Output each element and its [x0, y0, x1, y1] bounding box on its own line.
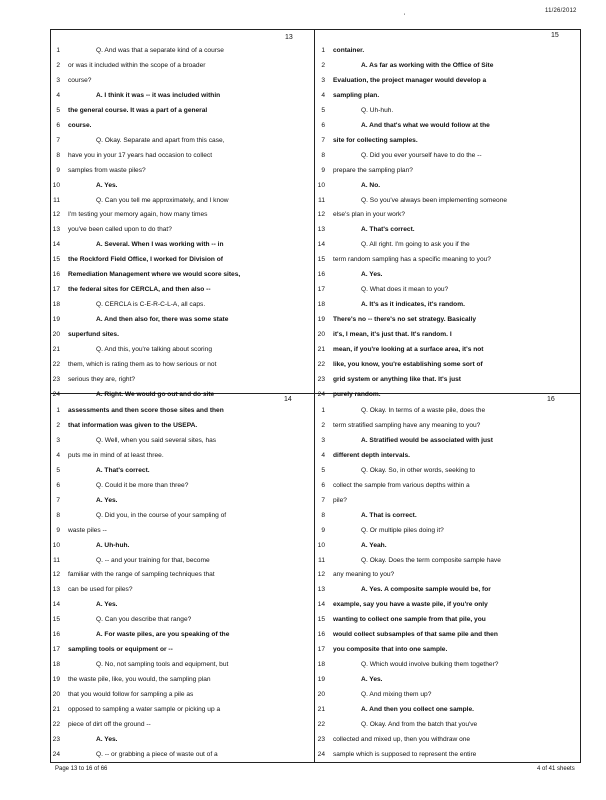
- line-text: A. That's correct.: [361, 226, 415, 234]
- transcript-line: [311, 524, 581, 538]
- transcript-line: [46, 373, 316, 387]
- line-number: 5: [321, 466, 325, 474]
- line-text: A. Right. We would go out and do site: [96, 390, 215, 398]
- line-text: A. And that's what we would follow at the: [361, 121, 490, 129]
- line-text: course.: [68, 121, 92, 129]
- line-number: 12: [317, 571, 325, 579]
- line-number: 7: [321, 496, 325, 504]
- line-text: A. That's correct.: [96, 466, 150, 474]
- transcript-line: [311, 479, 581, 493]
- line-text: or was it included within the scope of a broader: [68, 61, 206, 69]
- transcript-line: [46, 419, 316, 433]
- line-number: 7: [321, 136, 325, 144]
- line-text: A. Uh-huh.: [96, 541, 130, 549]
- transcript-line: [46, 688, 316, 702]
- transcript-line: [311, 688, 581, 702]
- line-text: Q. Well, when you said several sites, has: [96, 436, 217, 444]
- line-text: mean, if you're looking at a surface area, it's not: [333, 346, 484, 353]
- line-number: 13: [52, 586, 60, 594]
- line-text: can be used for piles?: [68, 586, 133, 594]
- line-number: 7: [56, 136, 60, 144]
- line-text: A. It's as it indicates, it's random.: [361, 301, 465, 309]
- line-text: Q. And mixing them up?: [361, 691, 432, 699]
- line-number: 9: [56, 526, 60, 534]
- line-number: 9: [321, 526, 325, 534]
- line-number: 1: [56, 407, 60, 414]
- line-number: 11: [53, 196, 60, 204]
- transcript-line: [46, 343, 316, 357]
- line-number: 2: [56, 421, 60, 429]
- line-number: 19: [52, 316, 60, 324]
- line-number: 20: [317, 691, 325, 699]
- line-text: different depth intervals.: [333, 451, 410, 459]
- transcript-line: [46, 613, 316, 627]
- transcript-line: [46, 268, 316, 282]
- transcript-line: [46, 238, 316, 252]
- transcript-line: [46, 434, 316, 448]
- transcript-line: [311, 703, 581, 717]
- line-number: 18: [317, 661, 325, 669]
- line-number: 5: [321, 106, 325, 114]
- page-number-15: 15: [551, 32, 559, 39]
- line-text: the federal sites for CERCLA, and then also --: [68, 286, 211, 294]
- line-number: 4: [321, 91, 325, 99]
- line-number: 10: [52, 181, 60, 189]
- transcript-line: [46, 718, 316, 732]
- line-text: A. For waste piles, are you speaking of the: [96, 631, 230, 639]
- line-text: it's, I mean, it's just that. It's random. I: [333, 331, 452, 339]
- line-number: 16: [317, 631, 325, 639]
- line-text: purely random.: [333, 390, 381, 398]
- line-text: Q. And this, you're talking about scoring: [96, 346, 212, 353]
- line-text: wanting to collect one sample from that pile, you: [333, 616, 486, 624]
- line-text: you've been called upon to do that?: [68, 226, 172, 234]
- line-number: 20: [52, 691, 60, 699]
- line-number: 16: [317, 271, 325, 279]
- transcript-date: 11/26/2012: [545, 8, 577, 14]
- line-text: Q. Could it be more than three?: [96, 481, 189, 489]
- line-number: 12: [52, 571, 60, 579]
- transcript-line: [311, 223, 581, 237]
- line-text: samples from waste piles?: [68, 166, 146, 174]
- transcript-line: [46, 479, 316, 493]
- line-text: A. And then also for, there was some state: [96, 316, 229, 324]
- line-number: 23: [317, 375, 325, 383]
- line-text: Q. Okay. Separate and apart from this case,: [96, 136, 225, 144]
- line-number: 4: [321, 451, 325, 459]
- line-number: 17: [317, 286, 325, 294]
- line-number: 14: [317, 601, 325, 609]
- transcript-line: [311, 298, 581, 312]
- transcript-line: [311, 404, 581, 418]
- line-number: 15: [317, 616, 325, 624]
- line-number: 22: [317, 360, 325, 368]
- transcript-line: [311, 119, 581, 133]
- line-text: term random sampling has a specific meaning to you?: [333, 256, 491, 264]
- page-number-16: 16: [547, 396, 555, 403]
- transcript-line: [46, 104, 316, 118]
- transcript-line: [311, 583, 581, 597]
- line-number: 23: [52, 375, 60, 383]
- transcript-line: [46, 539, 316, 553]
- line-number: 2: [321, 421, 325, 429]
- line-number: 24: [52, 390, 60, 398]
- transcript-line: [311, 539, 581, 553]
- line-number: 19: [317, 316, 325, 324]
- transcript-line: [311, 149, 581, 163]
- transcript-line: [46, 59, 316, 73]
- line-text: Q. No, not sampling tools and equipment, but: [96, 661, 229, 669]
- transcript-line: [311, 268, 581, 282]
- line-text: Q. -- and your training for that, become: [96, 556, 210, 564]
- line-text: Remediation Management where we would score sites,: [68, 271, 241, 279]
- line-number: 20: [52, 331, 60, 339]
- line-number: 3: [321, 76, 325, 84]
- transcript-line: [311, 494, 581, 508]
- line-number: 14: [317, 241, 325, 249]
- transcript-line: [311, 89, 581, 103]
- line-text: Q. All right. I'm going to ask you if the: [361, 241, 470, 249]
- line-number: 8: [56, 511, 60, 519]
- transcript-line: [311, 598, 581, 612]
- transcript-line: [46, 134, 316, 148]
- line-text: Q. Okay. And from the batch that you've: [361, 720, 478, 728]
- transcript-line: [311, 464, 581, 478]
- line-text: Q. Did you, in the course of your sampling of: [96, 511, 227, 519]
- transcript-line: [311, 358, 581, 372]
- footer-page-range: Page 13 to 16 of 66: [55, 766, 108, 772]
- transcript-line: [46, 208, 316, 222]
- transcript-line: [46, 223, 316, 237]
- transcript-line: [311, 104, 581, 118]
- line-number: 10: [317, 181, 325, 189]
- line-number: 5: [56, 106, 60, 114]
- line-text: A. Yes.: [96, 601, 118, 609]
- transcript-line: [311, 568, 581, 582]
- line-number: 6: [56, 121, 60, 129]
- line-text: A. Yes.: [96, 735, 118, 743]
- transcript-line: [46, 703, 316, 717]
- line-text: sampling plan.: [333, 91, 380, 99]
- transcript-line: [311, 238, 581, 252]
- transcript-line: [46, 568, 316, 582]
- transcript-line: [311, 373, 581, 387]
- line-number: 21: [317, 346, 325, 353]
- line-text: else's plan in your work?: [333, 211, 405, 219]
- line-text: assessments and then score those sites and then: [68, 407, 224, 414]
- line-text: A. Yes.: [361, 271, 383, 279]
- line-text: Q. Can you tell me approximately, and I know: [96, 196, 229, 204]
- line-number: 18: [317, 301, 325, 309]
- line-text: A. No.: [361, 181, 381, 189]
- transcript-line: [46, 74, 316, 88]
- transcript-line: [311, 628, 581, 642]
- line-number: 23: [52, 735, 60, 743]
- line-number: 1: [56, 47, 60, 54]
- transcript-line: [311, 179, 581, 193]
- line-text: A. And then you collect one sample.: [361, 706, 474, 713]
- line-text: Evaluation, the project manager would develop a: [333, 76, 487, 84]
- transcript-line: [46, 509, 316, 523]
- line-number: 1: [321, 407, 325, 414]
- line-text: A. I think it was -- it was included within: [96, 91, 221, 99]
- transcript-line: [46, 283, 316, 297]
- transcript-line: [311, 208, 581, 222]
- line-text: sampling tools or equipment or --: [68, 646, 173, 654]
- line-text: that you would follow for sampling a pile as: [68, 691, 194, 699]
- line-text: Q. Can you describe that range?: [96, 616, 192, 624]
- line-number: 9: [56, 166, 60, 174]
- line-number: 11: [318, 196, 325, 204]
- line-number: 22: [317, 720, 325, 728]
- transcript-line: [311, 253, 581, 267]
- line-text: would collect subsamples of that same pile and then: [333, 631, 498, 639]
- line-text: waste piles --: [68, 526, 107, 534]
- line-text: Q. Which would involve bulking them together?: [361, 661, 499, 669]
- transcript-line: [311, 733, 581, 747]
- line-number: 22: [52, 360, 60, 368]
- line-number: 23: [317, 735, 325, 743]
- line-text: Q. And was that a separate kind of a course: [96, 47, 224, 54]
- line-text: any meaning to you?: [333, 571, 395, 579]
- line-text: prepare the sampling plan?: [333, 166, 413, 174]
- line-text: piece of dirt off the ground --: [68, 720, 151, 728]
- scan-mark: ': [404, 14, 406, 20]
- line-number: 19: [52, 676, 60, 684]
- line-text: A. Yes.: [96, 181, 118, 189]
- transcript-line: [46, 388, 316, 402]
- line-text: course?: [68, 76, 92, 84]
- line-number: 1: [321, 47, 325, 54]
- page-number-14: 14: [284, 396, 292, 403]
- line-number: 18: [52, 301, 60, 309]
- line-text: Q. Okay. In terms of a waste pile, does the: [361, 407, 486, 414]
- line-number: 4: [56, 451, 60, 459]
- line-text: A. Yes.: [96, 496, 118, 504]
- line-number: 10: [52, 541, 60, 549]
- line-text: term stratified sampling have any meaning to you?: [333, 421, 481, 429]
- transcript-line: [311, 343, 581, 357]
- line-text: pile?: [333, 496, 347, 504]
- transcript-line: [311, 419, 581, 433]
- line-number: 3: [56, 436, 60, 444]
- line-text: you composite that into one sample.: [333, 646, 448, 654]
- line-number: 24: [317, 750, 325, 758]
- line-text: collect the sample from various depths within a: [333, 481, 470, 489]
- line-text: example, say you have a waste pile, if you're only: [333, 601, 488, 609]
- transcript-line: [311, 388, 581, 402]
- line-number: 3: [56, 76, 60, 84]
- transcript-line: [311, 134, 581, 148]
- transcript-line: [311, 748, 581, 762]
- transcript-line: [46, 253, 316, 267]
- line-text: A. Yes.: [361, 676, 383, 684]
- line-number: 7: [56, 496, 60, 504]
- line-text: container.: [333, 47, 365, 54]
- line-number: 20: [317, 331, 325, 339]
- transcript-line: [46, 119, 316, 133]
- line-number: 4: [56, 91, 60, 99]
- line-text: A. Several. When I was working with -- in: [96, 241, 224, 249]
- transcript-line: [311, 673, 581, 687]
- transcript-line: [46, 673, 316, 687]
- line-text: superfund sites.: [68, 331, 119, 339]
- transcript-line: [46, 313, 316, 327]
- line-text: Q. CERCLA is C-E-R-C-L-A, all caps.: [96, 301, 206, 309]
- line-text: opposed to sampling a water sample or picking up a: [68, 706, 221, 713]
- transcript-line: [46, 643, 316, 657]
- transcript-line: [311, 44, 581, 58]
- line-number: 21: [317, 706, 325, 713]
- line-text: puts me in mind of at least three.: [68, 451, 164, 459]
- line-number: 13: [317, 586, 325, 594]
- transcript-line: [46, 194, 316, 208]
- line-text: Q. Did you ever yourself have to do the --: [361, 151, 482, 159]
- transcript-line: [46, 298, 316, 312]
- transcript-line: [311, 74, 581, 88]
- line-text: Q. Or multiple piles doing it?: [361, 526, 444, 534]
- line-text: the waste pile, like, you would, the sampling plan: [68, 676, 211, 684]
- line-number: 2: [56, 61, 60, 69]
- transcript-line: [311, 194, 581, 208]
- line-text: the general course. It was a part of a general: [68, 106, 208, 114]
- line-number: 24: [52, 750, 60, 758]
- line-number: 13: [317, 226, 325, 234]
- line-text: have you in your 17 years had occasion to collect: [68, 151, 213, 159]
- line-text: serious they are, right?: [68, 375, 136, 383]
- line-number: 19: [317, 676, 325, 684]
- transcript-line: [311, 164, 581, 178]
- line-number: 11: [318, 556, 325, 564]
- transcript-line: [311, 434, 581, 448]
- line-text: Q. Okay. Does the term composite sample have: [361, 556, 501, 564]
- transcript-line: [46, 44, 316, 58]
- line-number: 15: [317, 256, 325, 264]
- transcript-line: [311, 59, 581, 73]
- transcript-line: [46, 628, 316, 642]
- line-number: 13: [52, 226, 60, 234]
- line-number: 3: [321, 436, 325, 444]
- line-text: Q. Uh-huh.: [361, 106, 394, 114]
- transcript-line: [46, 494, 316, 508]
- transcript-line: [46, 583, 316, 597]
- line-number: 21: [52, 706, 60, 713]
- line-text: Q. So you've always been implementing someone: [361, 196, 508, 204]
- line-number: 6: [56, 481, 60, 489]
- transcript-line: [311, 554, 581, 568]
- line-number: 10: [317, 541, 325, 549]
- line-number: 18: [52, 661, 60, 669]
- line-number: 21: [52, 346, 60, 353]
- line-number: 8: [321, 151, 325, 159]
- transcript-line: [46, 89, 316, 103]
- line-number: 6: [321, 481, 325, 489]
- line-number: 11: [53, 556, 60, 564]
- line-text: A. As far as working with the Office of Site: [361, 61, 494, 69]
- line-text: Q. -- or grabbing a piece of waste out of a: [96, 750, 218, 758]
- line-number: 17: [52, 646, 60, 654]
- transcript-line: [311, 643, 581, 657]
- line-text: grid system or anything like that. It's just: [333, 375, 461, 383]
- line-text: the Rockford Field Office, I worked for Division of: [68, 256, 223, 264]
- line-number: 15: [52, 616, 60, 624]
- line-number: 6: [321, 121, 325, 129]
- transcript-line: [311, 328, 581, 342]
- line-text: familiar with the range of sampling techniques that: [68, 571, 215, 579]
- transcript-line: [311, 283, 581, 297]
- line-text: like, you know, you're establishing some sort of: [333, 360, 483, 368]
- line-number: 12: [52, 211, 60, 219]
- line-number: 5: [56, 466, 60, 474]
- line-number: 16: [52, 631, 60, 639]
- transcript-line: [311, 718, 581, 732]
- line-number: 16: [52, 271, 60, 279]
- line-text: A. Yeah.: [361, 541, 387, 549]
- transcript-line: [46, 179, 316, 193]
- line-number: 17: [317, 646, 325, 654]
- line-text: sample which is supposed to represent the entire: [333, 750, 477, 758]
- transcript-line: [46, 358, 316, 372]
- transcript-line: [311, 613, 581, 627]
- transcript-line: [311, 658, 581, 672]
- line-number: 2: [321, 61, 325, 69]
- transcript-line: [46, 449, 316, 463]
- page-number-13: 13: [285, 34, 293, 41]
- transcript-line: [46, 524, 316, 538]
- transcript-line: [46, 598, 316, 612]
- line-text: Q. Okay. So, in other words, seeking to: [361, 466, 476, 474]
- line-text: collected and mixed up, then you withdraw one: [333, 735, 471, 743]
- line-text: There's no -- there's no set strategy. Basically: [333, 316, 476, 324]
- line-number: 9: [321, 166, 325, 174]
- transcript-line: [46, 328, 316, 342]
- line-text: site for collecting samples.: [333, 136, 418, 144]
- footer-sheet-count: 4 of 41 sheets: [537, 766, 575, 772]
- line-number: 12: [317, 211, 325, 219]
- line-text: Q. What does it mean to you?: [361, 286, 449, 294]
- transcript-line: [46, 658, 316, 672]
- transcript-line: [46, 164, 316, 178]
- line-text: A. Yes. A composite sample would be, for: [361, 586, 491, 594]
- line-number: 14: [52, 241, 60, 249]
- transcript-line: [46, 404, 316, 418]
- transcript-line: [46, 464, 316, 478]
- line-number: 14: [52, 601, 60, 609]
- line-number: 15: [52, 256, 60, 264]
- transcript-line: [46, 554, 316, 568]
- transcript-line: [46, 733, 316, 747]
- transcript-line: [311, 509, 581, 523]
- line-number: 24: [317, 390, 325, 398]
- line-number: 17: [52, 286, 60, 294]
- line-text: A. That is correct.: [361, 511, 417, 519]
- line-number: 8: [321, 511, 325, 519]
- line-text: that information was given to the USEPA.: [68, 421, 198, 429]
- transcript-line: [311, 449, 581, 463]
- transcript-line: [46, 149, 316, 163]
- transcript-line: [311, 313, 581, 327]
- line-number: 8: [56, 151, 60, 159]
- line-text: I'm testing your memory again, how many times: [68, 211, 208, 219]
- line-text: A. Stratified would be associated with just: [361, 436, 493, 444]
- line-text: them, which is rating them as to how serious or not: [68, 360, 217, 368]
- transcript-line: [46, 748, 316, 762]
- line-number: 22: [52, 720, 60, 728]
